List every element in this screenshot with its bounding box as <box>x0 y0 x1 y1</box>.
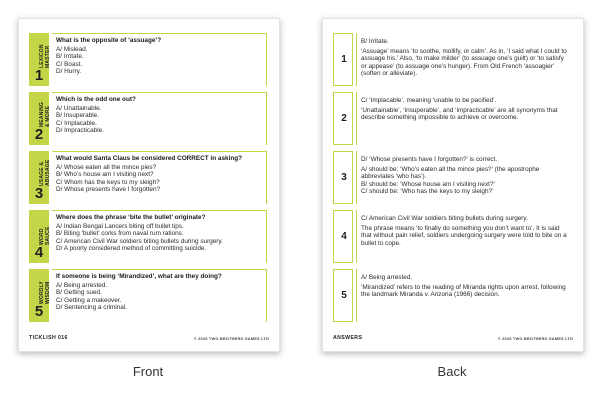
card-number: 5 <box>34 303 44 320</box>
card-tab <box>333 210 353 263</box>
question-text: What is the opposite of ‘assuage’? <box>56 37 162 44</box>
option: D/ Whose presents have I forgotten? <box>56 186 161 194</box>
option: D/ A poorly considered method of committing suicide. <box>56 245 207 253</box>
option: D/ Impracticable. <box>56 127 104 135</box>
card-tab <box>333 92 353 145</box>
card-footer-label: TICKLISH 016 <box>29 335 68 341</box>
question-box <box>52 33 267 86</box>
option: B/ Biting ‘bullet’ corks from naval rum rations. <box>56 230 184 238</box>
answer-line: C/ American Civil War soldiers biting bullets during surgery. <box>361 215 528 222</box>
card-footer-label: ANSWERS <box>333 335 363 341</box>
category-label: WORDLY WISDOM <box>39 281 51 304</box>
category-label: MEANING & MORE <box>39 101 51 127</box>
question-card-1 <box>29 33 267 86</box>
copyright: © 2025 TWO BROTHERS GAMES LTD <box>193 336 269 341</box>
card-number: 1 <box>341 53 347 65</box>
card-tab <box>29 210 49 263</box>
answer-line: The phrase means ‘to finally do something you don’t want to’. It is said that without pain relief, soldiers undergoing surgery were told to bite on a bullet to cope. <box>361 224 567 247</box>
card-number: 4 <box>341 230 347 242</box>
option: A/ Mislead. <box>56 45 88 53</box>
category-label: USAGE & ABUSAGE <box>39 159 51 186</box>
question-text: Which is the odd one out? <box>56 96 136 103</box>
card-tab <box>29 269 49 322</box>
question-card-4 <box>29 210 267 263</box>
answer-line: D/ ‘Whose presents have I forgotten?’ is correct. <box>361 156 498 163</box>
question-card-2 <box>29 92 267 145</box>
question-text: Where does the phrase ‘bite the bullet’ originate? <box>56 214 206 221</box>
answer-line: C/ ‘Implacable’, meaning ‘unable to be pacified’. <box>361 97 497 104</box>
option: B/ Who’s house am I visiting next? <box>56 171 154 179</box>
card-number: 4 <box>34 244 44 261</box>
question-box <box>52 269 267 322</box>
answer-line: B/ should be: ‘Whose house am I visiting next?’ <box>361 180 495 188</box>
option: D/ Sentencing a criminal. <box>56 304 128 312</box>
card-number: 2 <box>341 112 347 124</box>
question-box <box>52 210 267 263</box>
copyright: © 2025 TWO BROTHERS GAMES LTD <box>497 336 573 341</box>
option: C/ Whom has the keys to my sleigh? <box>56 178 160 186</box>
card-number: 3 <box>34 185 44 202</box>
question-card-5 <box>29 269 267 322</box>
answer-card-5 <box>333 269 571 322</box>
answer-card-2 <box>333 92 571 145</box>
card-tab <box>333 151 353 204</box>
answer-box <box>356 33 571 86</box>
option: B/ Getting sued. <box>56 289 102 297</box>
question-box <box>52 151 267 204</box>
answer-line: ‘Assuage’ means ‘to soothe, mollify, or calm’. As in, ‘I said what I could to assuage his.’ Also, ‘to make milder’ (to assuage one’s guilt) or ‘to satisfy or appease’ (to assuage one’s hunger). From Old French ‘assoagier’ (soften or alleviate). <box>361 47 567 78</box>
answer-line: B/ Irritate. <box>361 38 389 45</box>
answer-card-4 <box>333 210 571 263</box>
option: A/ Indian Bengal Lancers biting off bullet tips. <box>56 222 184 230</box>
answer-card-1 <box>333 33 571 86</box>
card-number: 3 <box>341 171 347 183</box>
option: C/ Getting a makeover. <box>56 296 122 304</box>
option: B/ Insuperable. <box>56 112 99 120</box>
back-caption: Back <box>437 364 467 379</box>
card-number: 2 <box>34 126 44 143</box>
option: A/ Being arrested. <box>56 281 108 289</box>
card-number: 1 <box>34 67 44 84</box>
back-card <box>322 18 584 352</box>
answer-line: A/ Being arrested. <box>361 274 413 281</box>
front-card <box>18 18 280 352</box>
option: D/ Hurry. <box>56 68 82 76</box>
option: C/ American Civil War soldiers biting bullets during surgery. <box>56 237 223 245</box>
option: C/ Implacable. <box>56 119 97 127</box>
card-tab <box>333 269 353 322</box>
front-caption: Front <box>132 364 164 379</box>
answer-line: ‘Mirandized’ refers to the reading of Miranda rights upon arrest, following the landmark Miranda v. Arizona (1966) decision. <box>361 283 566 299</box>
answer-line: ‘Unattainable’, ‘insuperable’, and ‘impracticable’ are all synonyms that describe something impossible to achieve or overcome. <box>361 106 558 122</box>
category-label: LEXICON MASTER <box>39 44 51 68</box>
answer-line: C/ should be: ‘Who has the keys to my sleigh?’ <box>361 188 494 196</box>
category-label: WORD SAUCE <box>39 226 51 245</box>
option: A/ Unattainable. <box>56 104 102 112</box>
option: B/ Irritate. <box>56 53 84 61</box>
question-text: What would Santa Claus be considered CORRECT in asking? <box>56 155 243 162</box>
option: C/ Boast. <box>56 60 83 68</box>
answer-box <box>356 210 571 263</box>
answer-box <box>356 92 571 145</box>
card-tab <box>29 92 49 145</box>
answer-box <box>356 151 571 204</box>
card-tab <box>29 151 49 204</box>
card-tab <box>29 33 49 86</box>
answer-card-3 <box>333 151 571 204</box>
card-number: 5 <box>341 289 347 301</box>
question-text: If someone is being ‘Mirandized’, what are they doing? <box>56 273 222 280</box>
option: A/ Whose eaten all the mince pies? <box>56 163 157 171</box>
answer-line: A/ should be: ‘Who’s eaten all the mince pies?’ (the apostrophe abbreviates ‘who has’). <box>361 165 540 181</box>
answer-box <box>356 269 571 322</box>
card-tab <box>333 33 353 86</box>
question-box <box>52 92 267 145</box>
question-card-3 <box>29 151 267 204</box>
